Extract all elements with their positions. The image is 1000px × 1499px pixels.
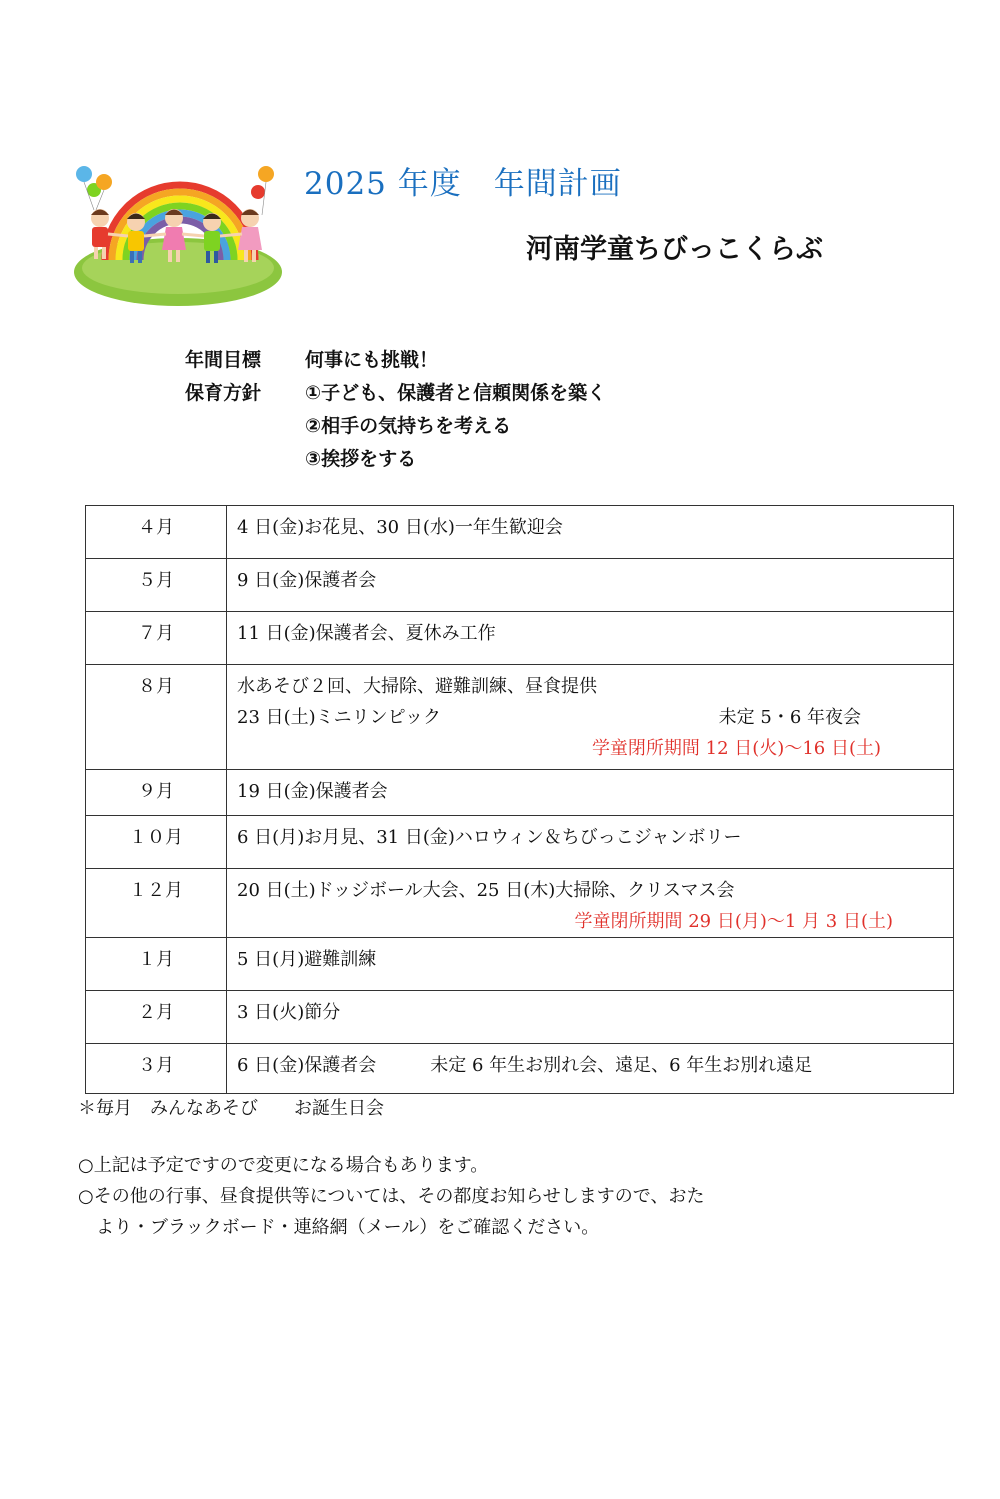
policy-item: ②相手の気持ちを考える	[305, 415, 512, 437]
events-cell	[227, 991, 954, 1044]
month-cell: １０月	[86, 816, 227, 869]
event-line: 4 日(金)お花見、30 日(水)一年生歓迎会	[237, 517, 563, 538]
month-cell: ９月	[86, 770, 227, 816]
event-line: 水あそび２回、大掃除、避難訓練、昼食提供	[237, 676, 597, 697]
event-line: 5 日(月)避難訓練	[237, 949, 377, 970]
events-cell	[227, 938, 954, 991]
table-row	[86, 991, 954, 1044]
month-cell: ７月	[86, 612, 227, 665]
events-cell	[227, 559, 954, 612]
table-row	[86, 506, 954, 559]
policy-item: ③挨拶をする	[305, 448, 417, 470]
closure-notice: 学童閉所期間 12 日(火)～16 日(土)	[591, 738, 881, 759]
goals-section	[185, 344, 606, 476]
month-cell: ３月	[86, 1044, 227, 1094]
closure-notice: 学童閉所期間 29 日(月)～1 月 3 日(土)	[574, 911, 893, 932]
table-row	[86, 1044, 954, 1094]
event-line: 20 日(土)ドッジボール大会、25 日(木)大掃除、クリスマス会	[237, 880, 735, 901]
monthly-events: ＊毎月 みんなあそび お誕生日会	[78, 1098, 384, 1119]
event-line-tbd: 未定 5・6 年夜会	[718, 707, 861, 728]
events-cell	[227, 612, 954, 665]
month-cell: ４月	[86, 506, 227, 559]
event-line: 19 日(金)保護者会	[237, 781, 388, 802]
annual-goal-label: 年間目標	[185, 349, 262, 371]
month-cell: ８月	[86, 665, 227, 770]
table-row	[86, 612, 954, 665]
month-cell: １２月	[86, 869, 227, 938]
month-cell: ５月	[86, 559, 227, 612]
events-cell	[227, 665, 954, 770]
event-line: 11 日(金)保護者会、夏休み工作	[237, 623, 496, 644]
policy-row	[185, 410, 606, 443]
note-line: ○上記は予定ですので変更になる場合もあります。	[78, 1155, 489, 1176]
policy-item: ①子ども、保護者と信頼関係を築く	[305, 382, 607, 404]
events-cell	[227, 1044, 954, 1094]
event-line-split	[237, 702, 943, 733]
table-row	[86, 770, 954, 816]
table-row	[86, 559, 954, 612]
event-line: 23 日(土)ミニリンピック	[237, 707, 441, 728]
table-row	[86, 938, 954, 991]
event-line: 9 日(金)保護者会	[237, 570, 377, 591]
policy-row	[185, 443, 606, 476]
table-row	[86, 665, 954, 770]
event-line: 6 日(月)お月見、31 日(金)ハロウィン＆ちびっこジャンボリー	[237, 827, 742, 848]
events-cell	[227, 770, 954, 816]
month-cell: １月	[86, 938, 227, 991]
table-row	[86, 816, 954, 869]
table-row	[86, 869, 954, 938]
rainbow-children-illustration	[70, 160, 290, 310]
schedule-table	[85, 505, 954, 1094]
month-cell: ２月	[86, 991, 227, 1044]
events-cell	[227, 869, 954, 938]
club-name: 河南学童ちびっこくらぶ	[526, 234, 823, 265]
policy-row	[185, 377, 606, 410]
events-cell	[227, 816, 954, 869]
note-line: ○その他の行事、昼食提供等については、その都度お知らせしますので、おた	[78, 1186, 705, 1207]
policy-label: 保育方針	[185, 382, 262, 404]
page-title: 2025 年度 年間計画	[304, 166, 622, 202]
annual-goal-row	[185, 344, 606, 377]
footer-notes	[78, 1093, 704, 1243]
event-line: 3 日(火)節分	[237, 1002, 341, 1023]
note-line: より・ブラックボード・連絡網（メール）をご確認ください。	[78, 1217, 600, 1238]
annual-goal-value: 何事にも挑戦！	[305, 349, 439, 371]
event-line: 6 日(金)保護者会 未定 6 年生お別れ会、遠足、6 年生お別れ遠足	[237, 1055, 813, 1076]
events-cell	[227, 506, 954, 559]
